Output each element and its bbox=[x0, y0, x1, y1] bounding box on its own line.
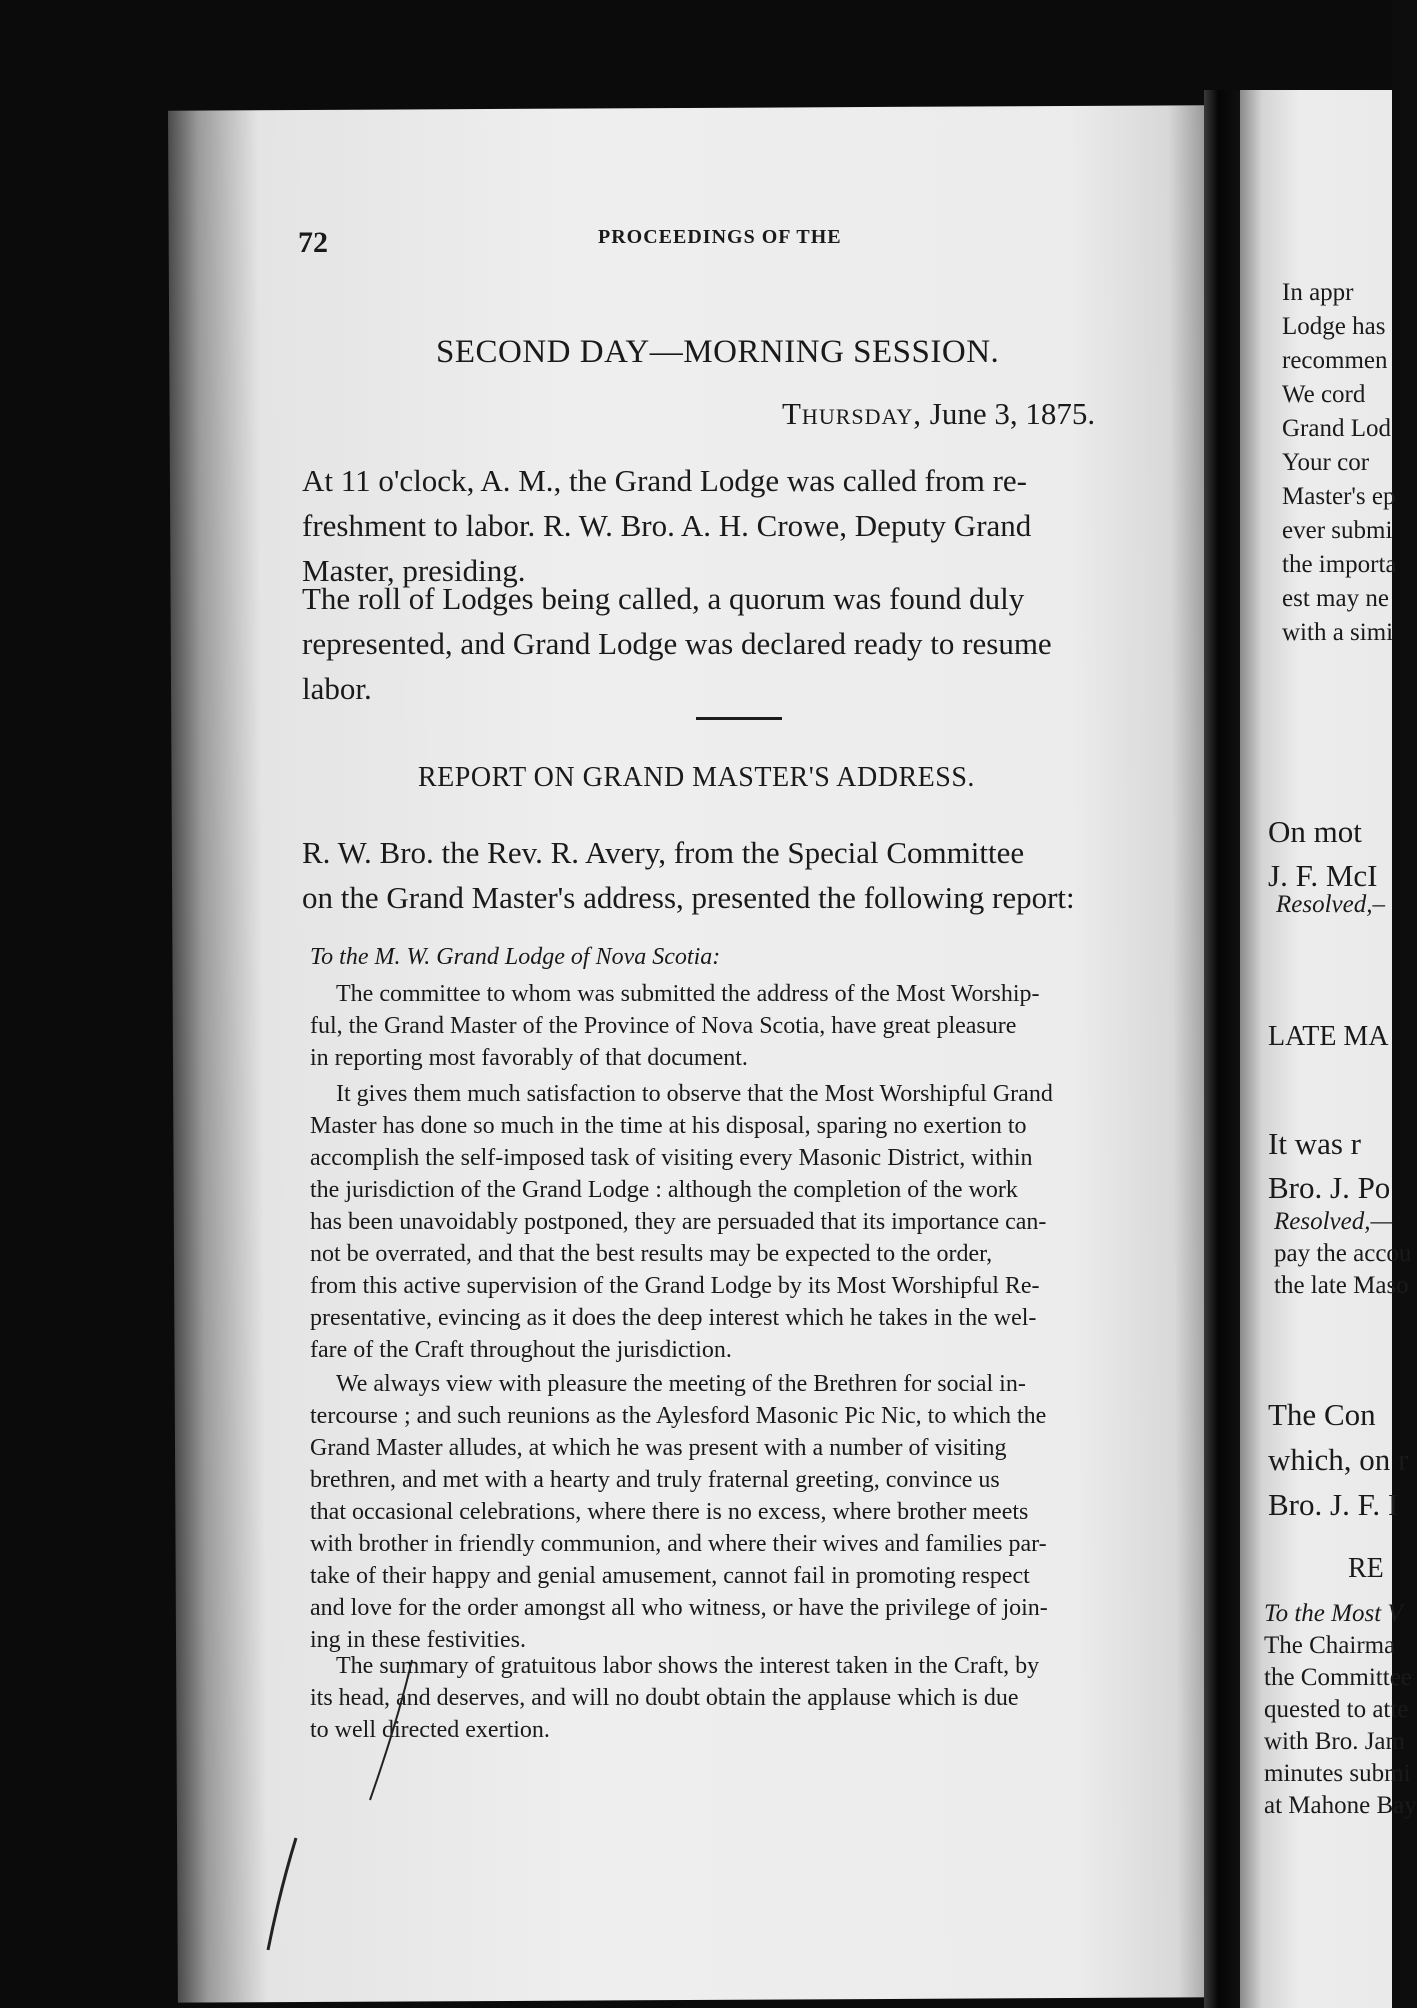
date-line bbox=[782, 396, 1095, 432]
opening-paragraph: At 11 o'clock, A. M., the Grand Lodge was called from re- freshment to labor. R. W. Bro. A. H. Crowe, Deputy Grand Master, presiding. bbox=[302, 463, 1032, 588]
right-motion-lines: On mot J. F. McI bbox=[1268, 814, 1378, 893]
right-con-lines: The Con which, on r Bro. J. F. I bbox=[1268, 1397, 1409, 1522]
right-re-heading: RE bbox=[1348, 1553, 1384, 1584]
page-number: 72 bbox=[298, 226, 328, 259]
right-top-block: In appr Lodge has recommen We cord Grand Lod Your cor Master's ep ever submi the importa est may ne with a simi bbox=[1282, 279, 1397, 646]
date-rest: June 3, 1875. bbox=[929, 396, 1096, 431]
body-paragraph-1: The committee to whom was submitted the address of the Most Worship- ful, the Grand Master of the Province of Nova Scotia, have great pleasure in reporting most favorably of that document. bbox=[310, 981, 1040, 1071]
date-day: Thursday, bbox=[782, 396, 923, 431]
section-divider bbox=[696, 717, 782, 720]
running-head: PROCEEDINGS OF THE bbox=[598, 226, 842, 248]
right-late-heading: LATE MA bbox=[1268, 1021, 1389, 1052]
right-bottom-block: To the Most V The Chairma the Committee quested to atte with Bro. Jam minutes submi at Mahone Bay bbox=[1264, 1600, 1417, 1819]
right-resolved-2-block: Resolved,— pay the accou the late Maso bbox=[1274, 1208, 1412, 1299]
report-title: REPORT ON GRAND MASTER'S ADDRESS. bbox=[418, 762, 975, 793]
body-paragraph-3: We always view with pleasure the meeting of the Brethren for social in- tercourse ; and such reunions as the Aylesford Masonic Pic Nic, to which the Grand Master alludes, at which he was present with a number of visiting brethren, and met with a hearty and truly fraternal greeting, convince us that occasional celebrations, where there is no excess, where brother meets with brother in friendly communion, and where their wives and families par- take of their happy and genial amusement, cannot fail in promoting respect and love for the order amongst all who witness, or have the privilege of join- ing in these festivities. bbox=[310, 1371, 1048, 1653]
roll-call-paragraph: The roll of Lodges being called, a quorum was found duly represented, and Grand Lodge was declared ready to resume labor. bbox=[302, 581, 1052, 706]
section-title: SECOND DAY—MORNING SESSION. bbox=[436, 334, 1000, 370]
right-page-edge bbox=[1240, 90, 1417, 2008]
body-paragraph-4: The summary of gratuitous labor shows the interest taken in the Craft, by its head, and deserves, and will no doubt obtain the applause which is due to well directed exertion. bbox=[310, 1653, 1040, 1743]
pen-mark bbox=[240, 1660, 360, 1960]
right-it-was-lines: It was r Bro. J. Po bbox=[1268, 1126, 1391, 1205]
report-intro: R. W. Bro. the Rev. R. Avery, from the Special Committee on the Grand Master's address, presented the following report: bbox=[302, 835, 1075, 915]
salutation: To the M. W. Grand Lodge of Nova Scotia: bbox=[310, 944, 721, 970]
body-paragraph-2: It gives them much satisfaction to observe that the Most Worshipful Grand Master has done so much in the time at his disposal, sparing no exertion to accomplish the self-imposed task of visiting every Masonic District, within the jurisdiction of the Grand Lodge : although the completion of the work has been unavoidably postponed, they are persuaded that its importance can- not be overrated, and that the best results may be expected to the order, from this active supervision of the Grand Lodge by its Most Worshipful Re- presentative, evincing as it does the deep interest which he takes in the wel- fare of the Craft throughout the jurisdiction. bbox=[310, 1081, 1053, 1363]
right-resolved-1: Resolved,– bbox=[1276, 891, 1385, 918]
book-gutter bbox=[1204, 90, 1240, 2008]
